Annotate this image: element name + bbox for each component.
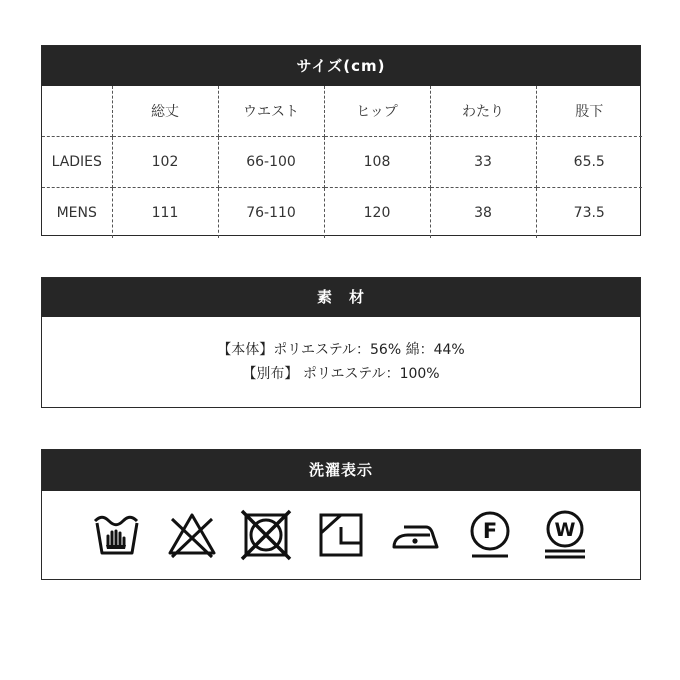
hand-wash-icon bbox=[91, 509, 143, 561]
drip-dry-shade-icon bbox=[315, 509, 367, 561]
table-cell: 102 bbox=[112, 137, 218, 188]
table-cell: 33 bbox=[430, 137, 536, 188]
size-table bbox=[42, 86, 642, 238]
table-row bbox=[42, 188, 642, 239]
material-line: 【本体】ポリエステル：56% 綿：44% bbox=[217, 342, 465, 358]
table-cell: 73.5 bbox=[573, 205, 605, 221]
column-header: 総丈 bbox=[112, 86, 218, 137]
column-header: ヒップ bbox=[324, 86, 430, 137]
care-title: 洗濯表示 bbox=[42, 450, 640, 491]
column-header: 股下 bbox=[536, 86, 642, 137]
table-row bbox=[42, 137, 642, 188]
column-header: ウエスト bbox=[218, 86, 324, 137]
wet-clean-letter: W bbox=[554, 519, 576, 541]
material-body bbox=[42, 317, 640, 407]
care-section bbox=[41, 449, 641, 580]
iron-low-icon bbox=[390, 509, 442, 561]
material-line: 【別布】 ポリエステル：100% bbox=[242, 366, 440, 382]
table-cell: 65.5 bbox=[536, 137, 642, 188]
column-header bbox=[42, 86, 112, 137]
wet-clean-w-icon bbox=[539, 509, 591, 561]
table-cell: 76-110 bbox=[218, 188, 324, 239]
table-header-row bbox=[42, 86, 642, 137]
dry-clean-f-icon bbox=[464, 509, 516, 561]
material-section bbox=[41, 277, 641, 408]
row-label: LADIES bbox=[42, 137, 112, 188]
table-cell: 111 bbox=[112, 188, 218, 239]
material-title: 素 材 bbox=[42, 278, 640, 317]
row-label: MENS bbox=[42, 188, 112, 239]
no-tumble-dry-icon bbox=[240, 509, 292, 561]
care-icons bbox=[42, 491, 640, 579]
table-cell: 108 bbox=[324, 137, 430, 188]
size-title: サイズ(cm) bbox=[42, 46, 640, 86]
size-section bbox=[41, 45, 641, 236]
no-bleach-icon bbox=[166, 509, 218, 561]
column-header: わたり bbox=[430, 86, 536, 137]
table-cell: 66-100 bbox=[218, 137, 324, 188]
dry-clean-letter: F bbox=[482, 519, 498, 543]
table-cell: 38 bbox=[430, 188, 536, 239]
table-cell: 120 bbox=[324, 188, 430, 239]
